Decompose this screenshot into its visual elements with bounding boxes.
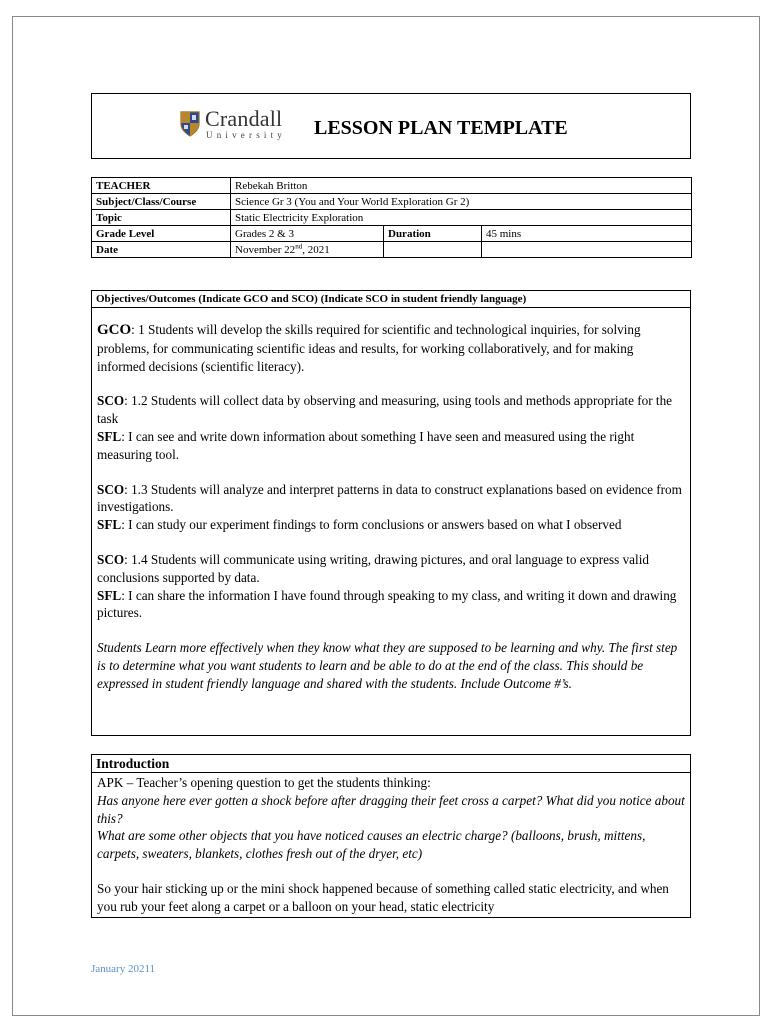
gco-label: GCO bbox=[97, 322, 132, 338]
topic-label: Topic bbox=[92, 210, 231, 226]
page-title: LESSON PLAN TEMPLATE bbox=[314, 117, 568, 139]
sfl-label: SFL bbox=[97, 428, 122, 444]
table-row bbox=[92, 178, 692, 194]
footer-date: January 20211 bbox=[91, 963, 156, 975]
topic-value: Static Electricity Exploration bbox=[231, 210, 692, 226]
question-1: Has anyone here ever gotten a shock before after dragging their feet cross a carpet? What did you notice about this? bbox=[97, 792, 685, 826]
sco-label: SCO bbox=[97, 393, 125, 409]
sfl-label: SFL bbox=[97, 587, 122, 603]
table-row bbox=[92, 226, 692, 242]
date-year: , 2021 bbox=[302, 243, 330, 256]
sfl-label: SFL bbox=[97, 517, 122, 533]
gco-text: : 1 Students will develop the skills required for scientific and technological inquiries, for solving problems, for communicating scientific ideas and results, for working collaboratively, and for making informed decisions (scientific literacy). bbox=[97, 322, 641, 374]
introduction-section bbox=[91, 754, 691, 918]
sco-text: : 1.2 Students will collect data by observing and measuring, using tools and methods appropriate for the task bbox=[97, 393, 673, 427]
date-text: November 22 bbox=[235, 243, 296, 256]
subject-label: Subject/Class/Course bbox=[92, 194, 231, 210]
header-box bbox=[91, 93, 691, 159]
objectives-note: Students Learn more effectively when they know what they are supposed to be learning and why. The first step is to determine what you want students to learn and be able to do at the end of the class. This should be expressed in student friendly language and shared with the students. Include Outcome #’s. bbox=[97, 640, 678, 691]
sco-paragraph bbox=[97, 551, 685, 587]
sfl-text: : I can study our experiment findings to form conclusions or answers based on what I observed bbox=[121, 517, 622, 533]
grade-value: Grades 2 & 3 bbox=[231, 226, 384, 242]
subject-value: Science Gr 3 (You and Your World Exploration Gr 2) bbox=[231, 194, 692, 210]
sco-text: : 1.4 Students will communicate using writing, drawing pictures, and oral language to express valid conclusions supported by data. bbox=[97, 551, 649, 585]
crandall-logo bbox=[180, 108, 320, 142]
objectives-heading: Objectives/Outcomes (Indicate GCO and SCO) (Indicate SCO in student friendly language) bbox=[92, 291, 690, 308]
table-row bbox=[92, 242, 692, 258]
sco-text: : 1.3 Students will analyze and interpret patterns in data to construct explanations based on evidence from investigations. bbox=[97, 481, 682, 515]
duration-value: 45 mins bbox=[482, 226, 692, 242]
date-label: Date bbox=[92, 242, 231, 258]
sfl-text: : I can see and write down information about something I have seen and measured using the right measuring tool. bbox=[97, 428, 635, 462]
empty-cell bbox=[482, 242, 692, 258]
sco-paragraph bbox=[97, 481, 685, 517]
objectives-section bbox=[91, 290, 691, 736]
date-suffix: nd bbox=[295, 241, 303, 250]
date-value bbox=[231, 242, 384, 258]
sco-paragraph bbox=[97, 392, 685, 428]
sfl-text: : I can share the information I have found through speaking to my class, and writing it down and drawing pictures. bbox=[97, 587, 677, 621]
table-row bbox=[92, 194, 692, 210]
sfl-paragraph bbox=[97, 428, 685, 464]
question-2: What are some other objects that you have noticed causes an electric charge? (balloons, brush, mittens, carpets, sweaters, blankets, clothes fresh out of the dryer, etc) bbox=[97, 828, 646, 862]
introduction-heading: Introduction bbox=[92, 755, 690, 773]
empty-cell bbox=[384, 242, 482, 258]
lesson-info-table bbox=[91, 177, 692, 258]
sco-label: SCO bbox=[97, 481, 125, 497]
teacher-label: TEACHER bbox=[92, 178, 231, 194]
sfl-paragraph bbox=[97, 587, 685, 623]
sfl-paragraph bbox=[97, 516, 685, 534]
gco-paragraph bbox=[97, 321, 685, 375]
shield-icon bbox=[180, 111, 200, 137]
duration-label: Duration bbox=[384, 226, 482, 242]
logo-subtitle: University bbox=[206, 130, 286, 140]
logo-name: Crandall bbox=[205, 106, 283, 131]
intro-paragraph: So your hair sticking up or the mini shock happened because of something called static electricity, and when you rub your feet along a carpet or a balloon on your head, static electricity bbox=[97, 880, 669, 914]
table-row bbox=[92, 210, 692, 226]
grade-label: Grade Level bbox=[92, 226, 231, 242]
teacher-value: Rebekah Britton bbox=[231, 178, 692, 194]
sco-label: SCO bbox=[97, 551, 125, 567]
apk-line: APK – Teacher’s opening question to get the students thinking: bbox=[97, 775, 431, 790]
